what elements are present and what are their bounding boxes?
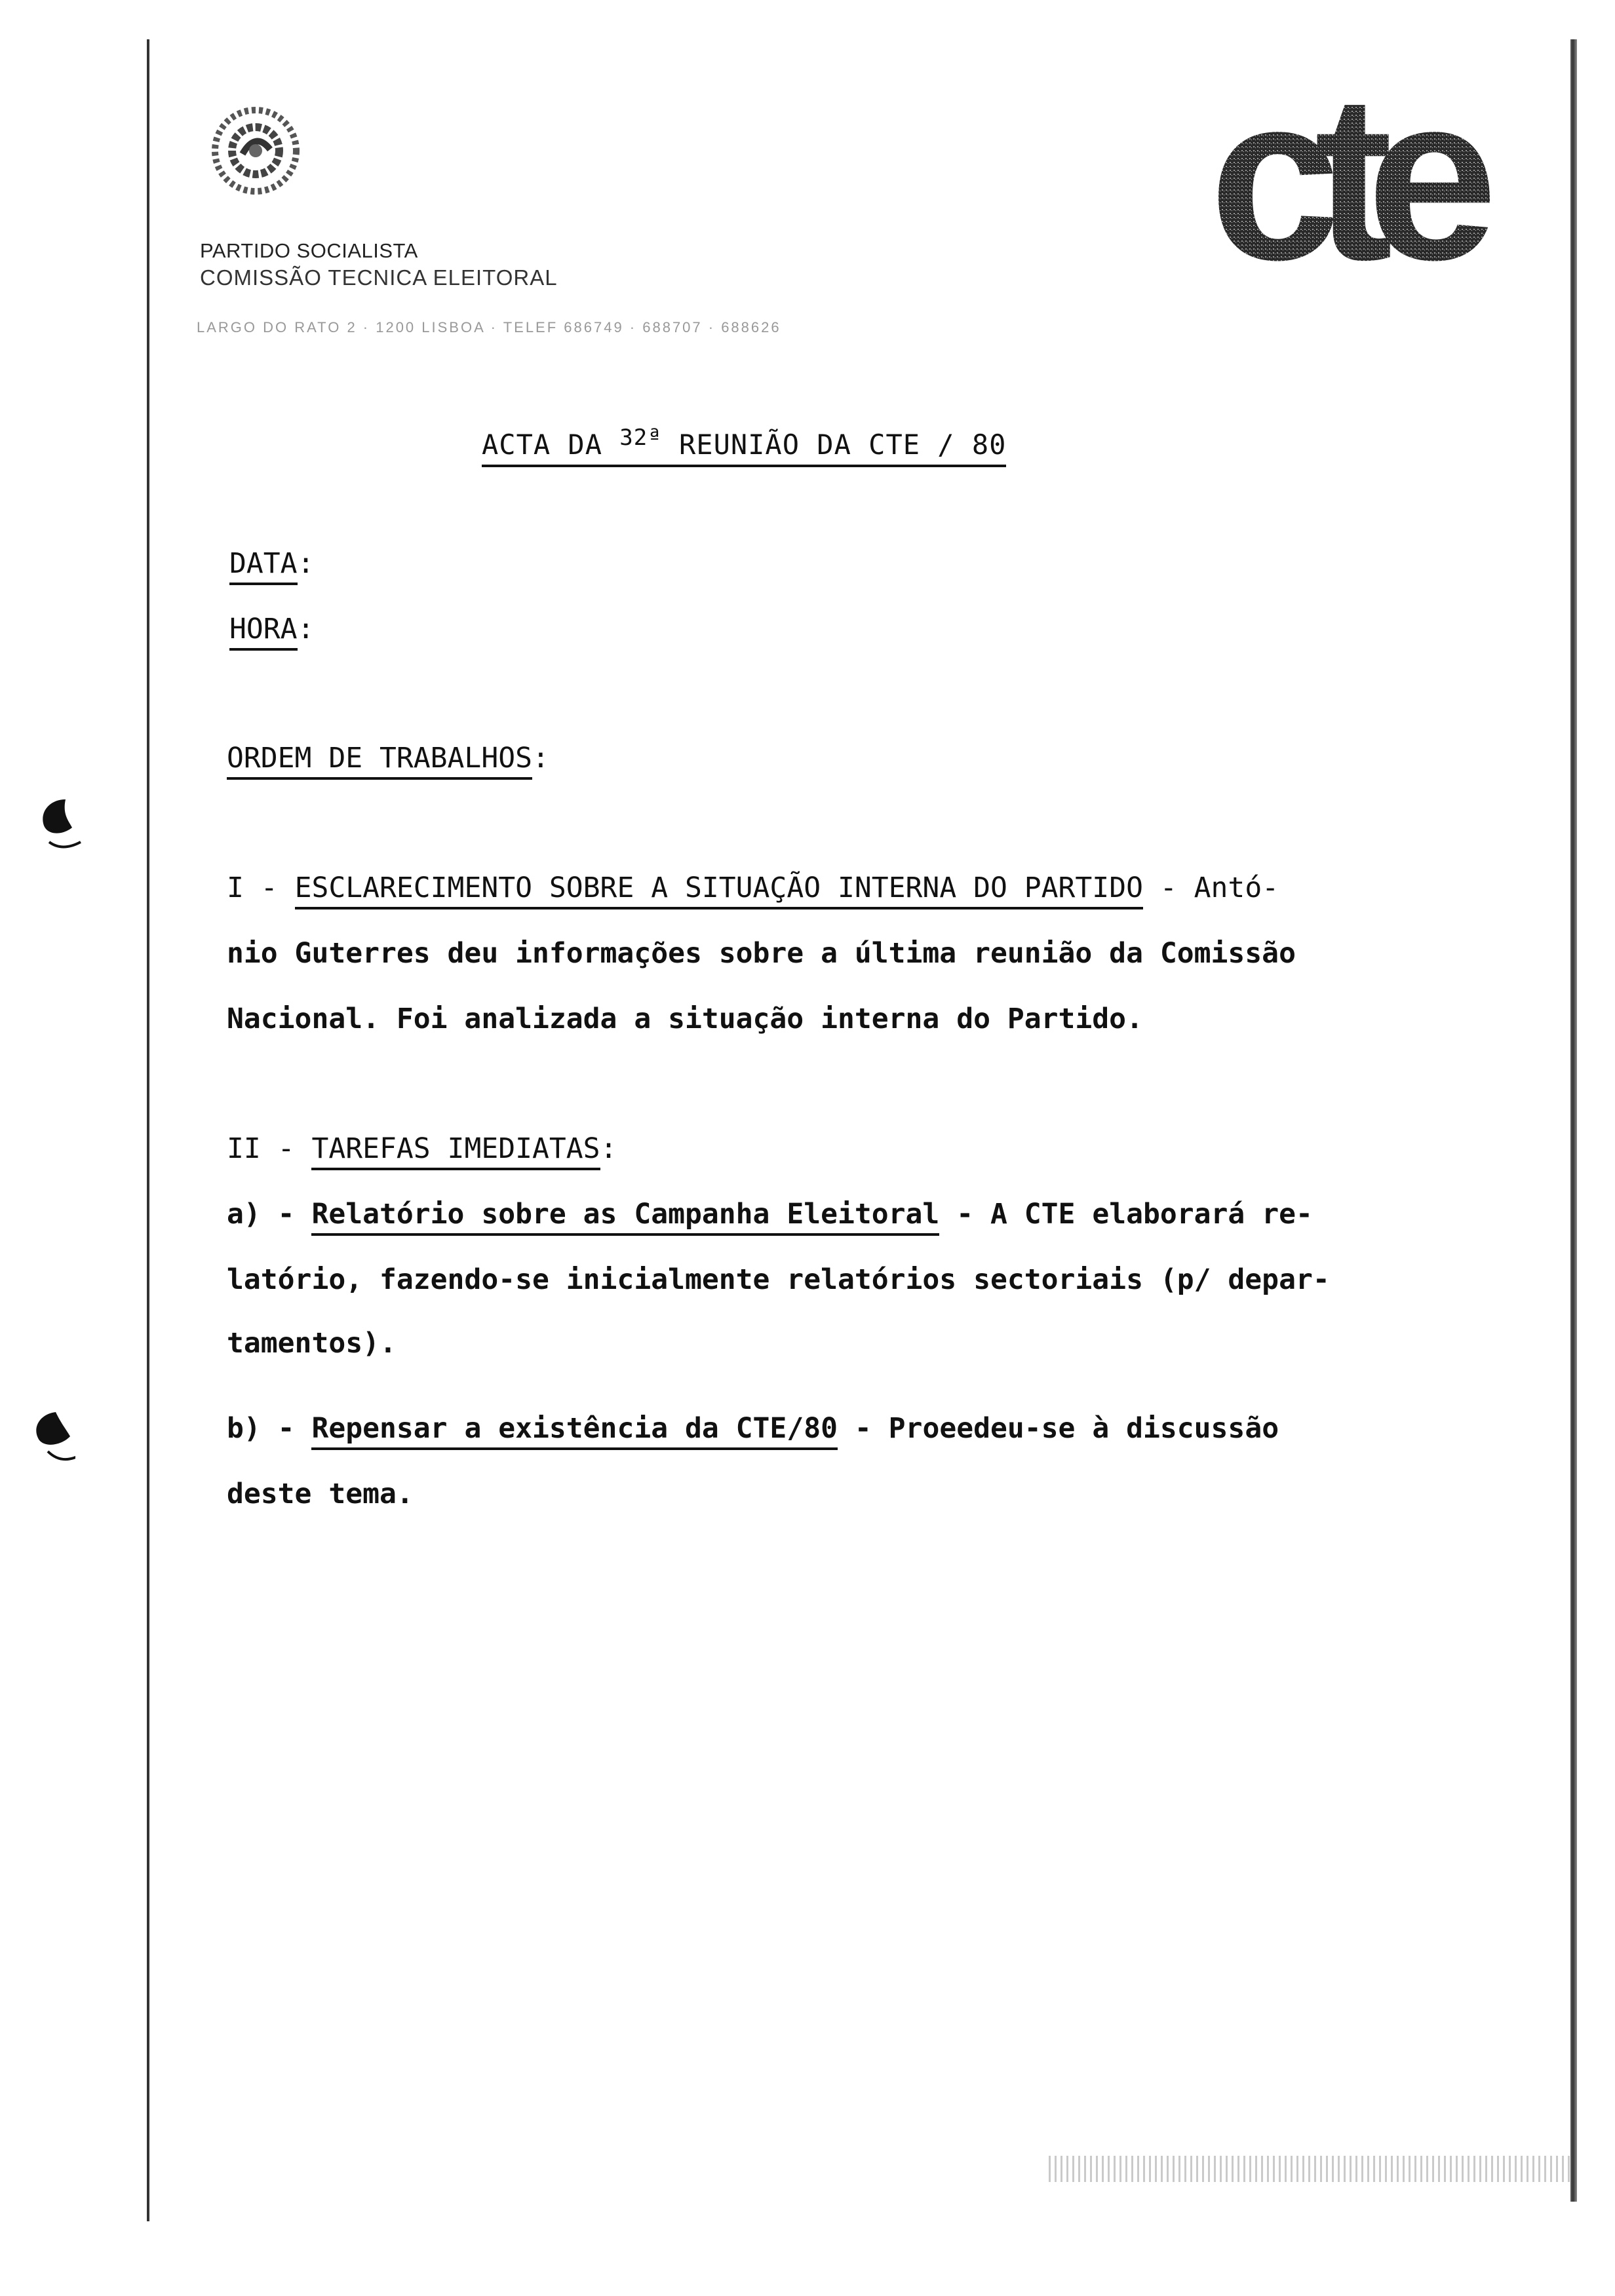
- section-2-heading-line: II - TAREFAS IMEDIATAS:: [227, 1132, 617, 1165]
- time-field: HORA:: [229, 613, 314, 645]
- punch-hole-icon: [36, 796, 82, 849]
- party-emblem-icon: [197, 98, 315, 203]
- organization-name: PARTIDO SOCIALISTA: [200, 239, 418, 262]
- date-label: DATA: [229, 547, 298, 585]
- item-a-heading: Relatório sobre as Campanha Eleitoral: [311, 1198, 939, 1236]
- section-2-heading: TAREFAS IMEDIATAS: [311, 1132, 600, 1170]
- agenda-heading: ORDEM DE TRABALHOS:: [227, 742, 549, 775]
- item-b-heading: Repensar a existência da CTE/80: [311, 1412, 838, 1450]
- section-1-line-1: I - ESCLARECIMENTO SOBRE A SITUAÇÃO INTERNA DO PARTIDO - Antó-: [227, 871, 1279, 904]
- scan-margin-line: [147, 39, 149, 2221]
- item-a-line-1: a) - Relatório sobre as Campanha Eleitoral - A CTE elaborará re-: [227, 1198, 1313, 1231]
- punch-hole-icon: [29, 1409, 75, 1461]
- date-field: DATA:: [229, 547, 314, 580]
- letterhead-address: LARGO DO RATO 2 · 1200 LISBOA · TELEF 686749 · 688707 · 688626: [197, 319, 781, 335]
- section-1-line-3: Nacional. Foi analizada a situação interna do Partido.: [227, 1003, 1143, 1035]
- item-b-line-1: b) - Repensar a existência da CTE/80 - Proeedeu-se à discussão: [227, 1412, 1279, 1445]
- svg-text:cte: cte: [1209, 62, 1472, 298]
- item-a-line-2: latório, fazendo-se inicialmente relatórios sectoriais (p/ depar-: [227, 1263, 1330, 1296]
- time-label: HORA: [229, 613, 298, 651]
- document-title: ACTA DA $^{32ª}$ REUNIÃO DA CTE / 80: [482, 425, 1006, 467]
- agenda-label: ORDEM DE TRABALHOS: [227, 742, 532, 780]
- section-1-line-2: nio Guterres deu informações sobre a última reunião da Comissão: [227, 937, 1296, 970]
- commission-name: COMISSÃO TECNICA ELEITORAL: [200, 265, 558, 290]
- scan-smudge: [1049, 2156, 1573, 2182]
- item-a-line-3: tamentos).: [227, 1327, 397, 1360]
- section-1-heading: ESCLARECIMENTO SOBRE A SITUAÇÃO INTERNA DO PARTIDO: [295, 871, 1143, 909]
- scan-edge-shadow: [1570, 39, 1577, 2202]
- cte-logo: [1209, 62, 1576, 298]
- meeting-number: 32ª: [619, 425, 662, 451]
- item-b-line-2: deste tema.: [227, 1478, 414, 1510]
